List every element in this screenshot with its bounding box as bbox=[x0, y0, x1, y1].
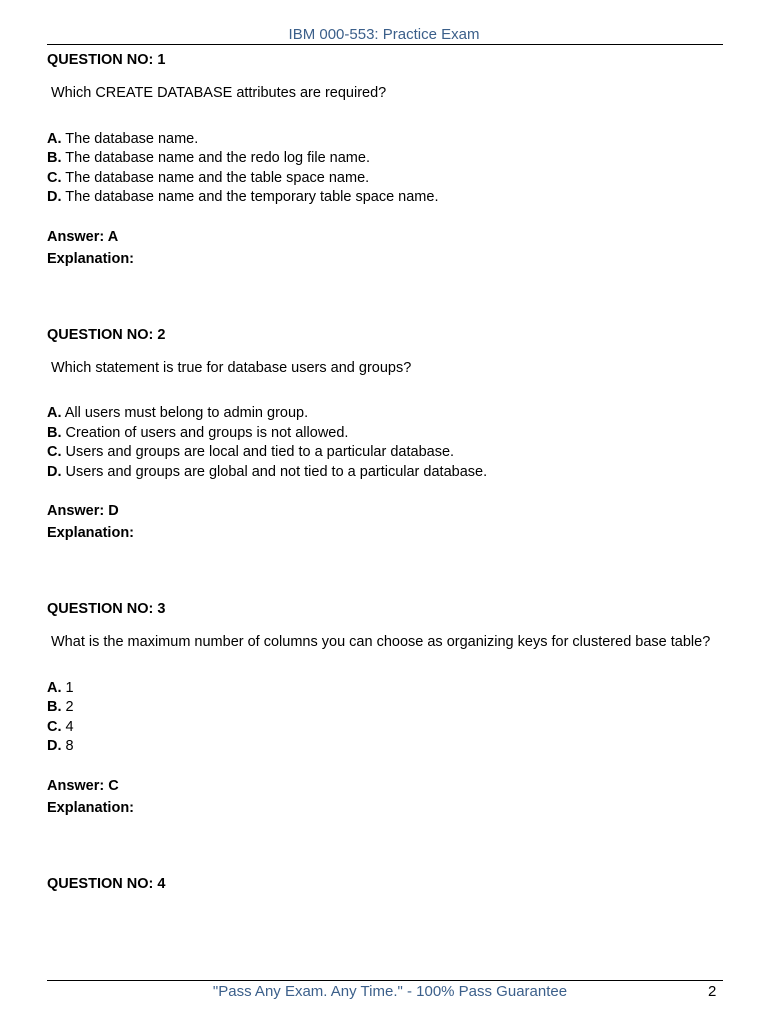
page-number: 2 bbox=[708, 983, 717, 1000]
exam-content bbox=[47, 50, 717, 949]
option-text: 4 bbox=[61, 718, 74, 735]
answer-options bbox=[47, 130, 717, 208]
answer-line: Answer: C bbox=[47, 777, 119, 794]
option-text: Users and groups are global and not tied to a particular database. bbox=[61, 463, 488, 480]
option-c bbox=[47, 169, 717, 189]
option-c bbox=[47, 443, 717, 463]
option-letter: A. bbox=[47, 405, 62, 421]
option-text: Creation of users and groups is not allowed. bbox=[61, 424, 349, 441]
explanation-label: Explanation: bbox=[47, 250, 135, 267]
question-2 bbox=[47, 325, 717, 545]
option-letter: D. bbox=[47, 738, 62, 754]
option-letter: C. bbox=[47, 169, 62, 186]
option-b bbox=[47, 424, 717, 444]
explanation-label: Explanation: bbox=[47, 525, 135, 541]
option-text: 8 bbox=[61, 738, 74, 754]
option-a bbox=[47, 404, 717, 424]
option-text: All users must belong to admin group. bbox=[61, 405, 309, 421]
option-b bbox=[47, 698, 717, 718]
option-letter: A. bbox=[47, 130, 62, 147]
option-a bbox=[47, 130, 717, 150]
answer-line: Answer: D bbox=[47, 503, 119, 519]
option-letter: D. bbox=[47, 463, 62, 480]
option-text: 1 bbox=[61, 679, 74, 696]
footer-tagline: "Pass Any Exam. Any Time." - 100% Pass Guarantee bbox=[212, 983, 568, 1000]
footer-rule bbox=[47, 980, 723, 981]
option-text: 2 bbox=[61, 699, 74, 715]
question-text: Which CREATE DATABASE attributes are required? bbox=[51, 85, 387, 101]
option-a bbox=[47, 679, 717, 699]
answer-options bbox=[47, 679, 717, 757]
question-heading: QUESTION NO: 1 bbox=[47, 52, 166, 68]
header-rule bbox=[47, 44, 723, 45]
option-d bbox=[47, 463, 717, 483]
option-letter: C. bbox=[47, 444, 62, 460]
answer-line: Answer: A bbox=[47, 228, 119, 245]
question-3 bbox=[47, 599, 717, 819]
question-text: Which statement is true for database users and groups? bbox=[51, 359, 412, 376]
explanation-label: Explanation: bbox=[47, 799, 135, 816]
option-letter: C. bbox=[47, 718, 62, 735]
answer-options bbox=[47, 404, 717, 482]
question-heading: QUESTION NO: 2 bbox=[47, 326, 166, 343]
option-text: The database name. bbox=[61, 130, 199, 147]
question-4 bbox=[47, 874, 717, 894]
option-letter: B. bbox=[47, 699, 62, 715]
option-letter: D. bbox=[47, 189, 62, 205]
option-text: Users and groups are local and tied to a particular database. bbox=[61, 444, 455, 460]
question-heading: QUESTION NO: 4 bbox=[47, 875, 166, 892]
option-d bbox=[47, 737, 717, 757]
question-text: What is the maximum number of columns you can choose as organizing keys for clustered base table? bbox=[51, 634, 711, 650]
option-text: The database name and the temporary table space name. bbox=[61, 189, 439, 205]
question-heading: QUESTION NO: 3 bbox=[47, 601, 166, 617]
page-header-title: IBM 000-553: Practice Exam bbox=[288, 26, 480, 43]
option-letter: B. bbox=[47, 424, 62, 441]
option-letter: A. bbox=[47, 679, 62, 696]
question-1 bbox=[47, 50, 717, 270]
option-text: The database name and the redo log file name. bbox=[61, 150, 370, 166]
option-d bbox=[47, 188, 717, 208]
option-text: The database name and the table space name. bbox=[61, 169, 370, 186]
option-c bbox=[47, 718, 717, 738]
option-b bbox=[47, 149, 717, 169]
option-letter: B. bbox=[47, 150, 62, 166]
